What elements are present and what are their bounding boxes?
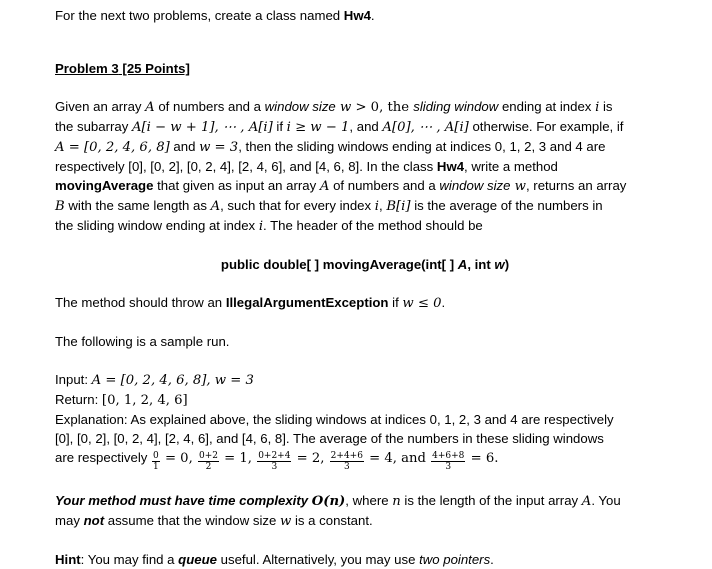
fraction-denominator: 2: [205, 462, 212, 472]
intro-line: [55, 6, 675, 25]
fraction: [152, 451, 160, 472]
problem-heading: [55, 59, 675, 78]
fraction-result: = 2,: [292, 451, 329, 466]
fraction-numerator: 0: [153, 451, 159, 461]
problem-label: Problem 3: [55, 61, 119, 76]
hint-note: Hint: You may find a queue useful. Alternatively, you may use two pointers.: [55, 552, 494, 567]
fraction-numerator: 0+2: [198, 451, 218, 461]
class-name: Hw4: [343, 8, 371, 23]
sample-intro: The following is a sample run.: [55, 334, 230, 349]
problem-description: Given an array A of numbers and a window size w > 0, the sliding window ending at index i is the subarray A[i − w + 1], ⋯ , A[i] if i ≥ w − 1, and A[0], ⋯ , A[i] otherwise. For example, if A = [0, 2, 4, 6, 8] and w = 3, then the sliding windows ending at indices 0, 1, 2, 3 and 4 are respectively [0], [0, 2], [0, 2, 4], [2, 4, 6], and [4, 6, 8]. In the class Hw4, write a method movingAverage that given as input an array A of numbers and a window size w, returns an array B with the same length as A, such that for every index i, B[i] is the average of the numbers in the sliding window ending at index i. The header of the method should be: [55, 99, 627, 234]
return-label: Return:: [55, 392, 102, 407]
explanation-line: Explanation: As explained above, the sliding windows at indices 0, 1, 2, 3 and 4 are respectively: [55, 412, 614, 427]
complexity-note: Your method must have time complexity O(n), where n is the length of the input array A. You may not assume that the window size w is a constant.: [55, 493, 621, 529]
fraction-denominator: 1: [153, 462, 159, 472]
fraction: [330, 451, 364, 472]
input-label: Input:: [55, 372, 92, 387]
input-value: A = [0, 2, 4, 6, 8], w = 3: [91, 373, 254, 388]
fraction: [431, 451, 465, 472]
fraction-result: = 4, and: [364, 451, 431, 466]
fraction-numerator: 0+2+4: [258, 451, 291, 461]
fraction: [198, 451, 219, 472]
exception-note: The method should throw an IllegalArgumentException if w ≤ 0.: [55, 295, 446, 311]
fraction-denominator: 3: [343, 462, 350, 472]
intro-period: .: [370, 8, 375, 23]
fraction-result: = 1,: [219, 451, 257, 466]
average-fractions: [151, 450, 499, 472]
explanation-line: [0], [0, 2], [0, 2, 4], [2, 4, 6], and [4, 6, 8]. The average of the numbers in these sliding windows: [55, 431, 604, 446]
fraction-denominator: 3: [445, 462, 452, 472]
method-signature: public double[ ] movingAverage(int[ ] A, int w): [220, 257, 510, 272]
return-value: [0, 1, 2, 4, 6]: [101, 393, 188, 408]
fraction-result: = 6.: [466, 451, 499, 466]
sample-run: Input: A = [0, 2, 4, 6, 8], w = 3 Return: [0, 1, 2, 4, 6] Explanation: As explained above, the sliding windows at indices 0, 1, 2, 3 and 4 are respectively [0], [0, 2], [0, 2, 4], [2, 4, 6], and [4, 6, 8]. The average of the numbers in these sliding windows are respectively $\frac{0}{1}$ = 0, $\frac{0+2}{2}$ = 1, $\frac{0+2+4}{3}$ = 2, $\frac{2+4+6}{3}$ = 4, and $\frac{4+6+8}{3}$ = 6.: [55, 372, 614, 472]
fraction: [257, 451, 291, 472]
fraction-denominator: 3: [271, 462, 278, 472]
fraction-numerator: 2+4+6: [330, 451, 363, 461]
fraction-result: = 0,: [160, 451, 197, 466]
problem-points: [25 Points]: [118, 61, 190, 76]
intro-text: For the next two problems, create a class named: [55, 8, 344, 23]
fraction-numerator: 4+6+8: [432, 451, 465, 461]
